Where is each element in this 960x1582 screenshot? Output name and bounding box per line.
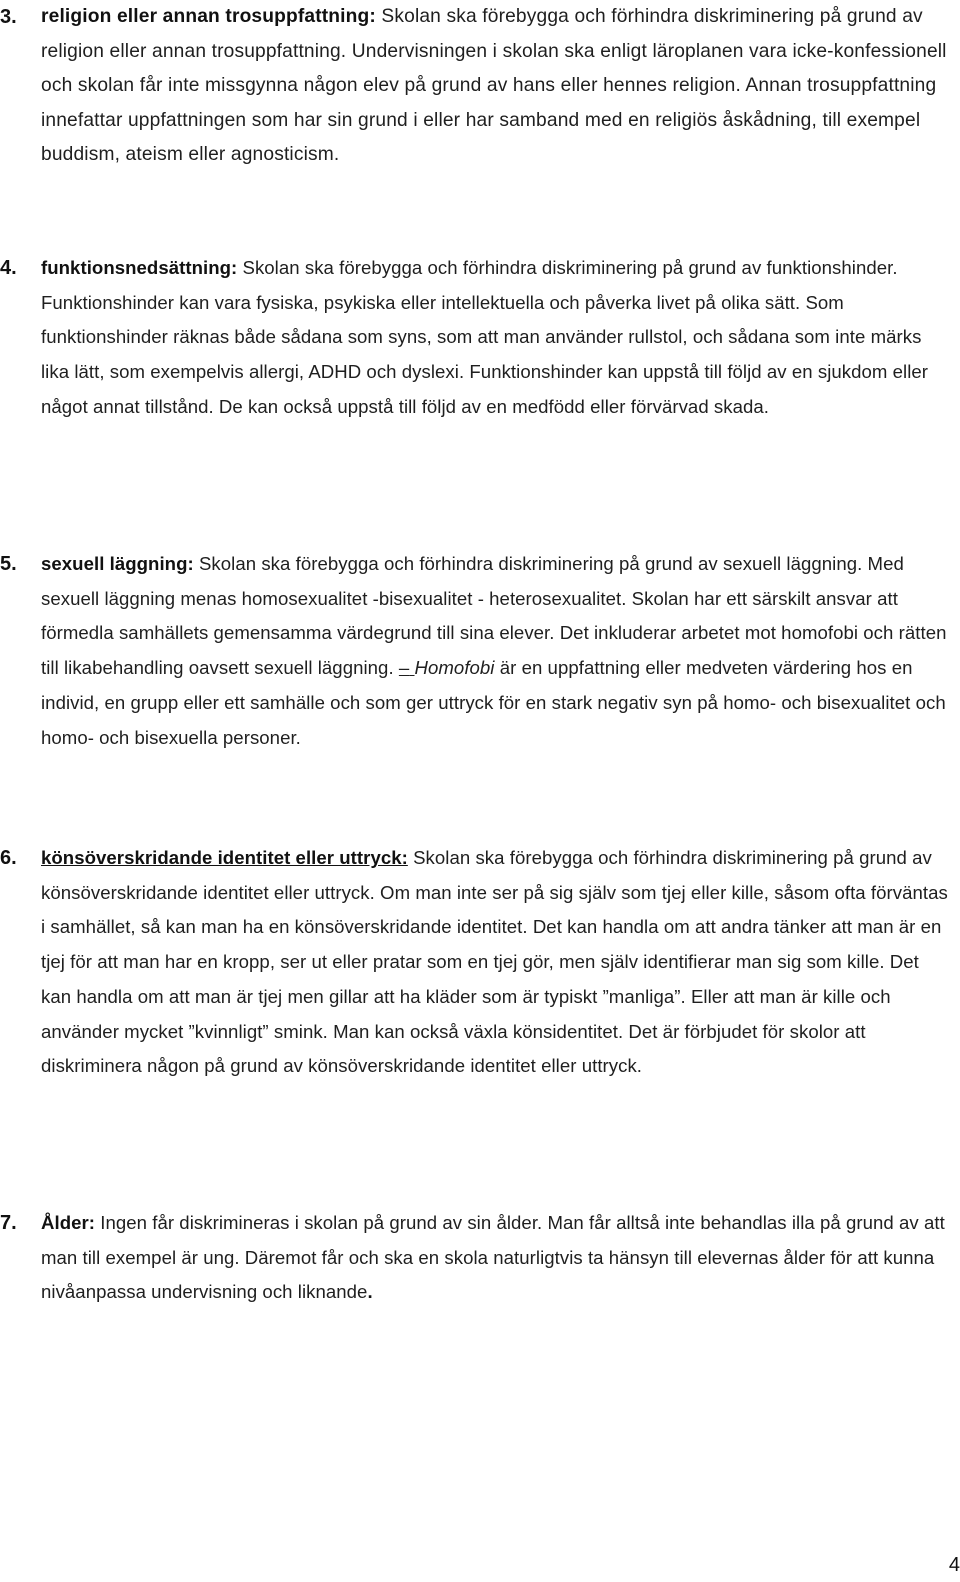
list-item-body: Skolan ska förebygga och förhindra diskriminering på grund av religion eller annan trosuppfattning. Undervisningen i skolan ska enligt läroplanen vara icke-konfessionell och skolan får inte missgynna någon elev på grund av hans eller hennes religion. Annan trosuppfattning innefattar uppfattningen som har sin grund i eller har samband med en religiös åskådning, till exempel buddism, ateism eller agnosticism.	[41, 6, 947, 165]
list-number: 5.	[0, 553, 17, 575]
list-item-religion	[0, 0, 960, 173]
list-item-body: Skolan ska förebygga och förhindra diskriminering på grund av funktionshinder. Funktionshinder kan vara fysiska, psykiska eller intellektuella och påverka livet på olika sätt. Som funktionshinder räknas både sådana som syns, som att man använder rullstol, och sådana som inte märks lika lätt, som exempelvis allergi, ADHD och dyslexi. Funktionshinder kan uppstå till följd av en sjukdom eller något annat tillstånd. De kan också uppstå till följd av en medfödd eller förvärvad skada.	[41, 257, 929, 417]
list-item-body: Ingen får diskrimineras i skolan på grund av sin ålder. Man får alltså inte behandlas illa på grund av att man till exempel är ung. Däremot får och ska en skola naturligtvis ta hänsyn till elevernas ålder för att kunna nivåanpassa undervisning och liknande	[41, 1212, 945, 1303]
list-item-label: funktionsnedsättning:	[41, 257, 238, 278]
dash-glyph: –	[398, 657, 410, 679]
underlined-dash	[399, 657, 415, 678]
list-number: 7.	[0, 1212, 17, 1234]
list-item-body: Skolan ska förebygga och förhindra diskriminering på grund av sexuell läggning. Med sexuell läggning menas homosexualitet -bisexualitet - heterosexualitet. Skolan har ett särskilt ansvar att förmedla samhällets gemensamma värdegrund till sina elever. Det inkluderar arbetet mot homofobi och rätten till likabehandling oavsett sexuell läggning.	[41, 553, 947, 679]
list-item-text	[41, 841, 953, 1084]
list-item-funktionsnedsattning	[0, 251, 960, 425]
list-item-label: sexuell läggning:	[41, 553, 194, 574]
list-number: 3.	[0, 6, 17, 28]
page-number: 4	[948, 1554, 960, 1576]
list-item-body-continued: är en uppfattning eller medveten värdering hos en individ, en grupp eller ett samhälle och som ger uttryck för en stark negativ syn på homo- och bisexualitet och homo- och bisexuella personer.	[41, 657, 946, 748]
italic-term: Homofobi	[414, 657, 495, 679]
list-item-label: könsöverskridande identitet eller uttryck:	[41, 847, 408, 868]
list-item-text	[41, 1206, 953, 1310]
list-item-body: Skolan ska förebygga och förhindra diskriminering på grund av könsöverskridande identitet eller uttryck. Om man inte ser på sig själv som tjej eller kille, såsom ofta förväntas i samhället, så kan man ha en könsöverskridande identitet. Det kan handla om att andra tänker att man är en tjej för att man har en kropp, ser ut eller pratar som en tjej gör, men själv identifierar man sig som kille. Det kan handla om att man är tjej men gillar att ha kläder som är typiskt ”manliga”. Eller att man är kille och använder mycket ”kvinnligt” smink. Man kan också växla könsidentitet. Det är förbjudet för skolor att diskriminera någon på grund av könsöverskridande identitet eller uttryck.	[41, 847, 948, 1077]
list-number: 4.	[0, 257, 17, 279]
list-item-konsoverskridande	[0, 841, 960, 1084]
final-period: .	[367, 1281, 373, 1303]
list-item-text	[41, 0, 953, 173]
list-item-label: Ålder:	[41, 1212, 96, 1233]
list-item-alder	[0, 1206, 960, 1310]
list-item-label: religion eller annan trosuppfattning:	[41, 6, 376, 27]
list-item-text	[41, 251, 953, 425]
list-item-text	[41, 547, 953, 755]
list-item-sexuell-laggning	[0, 547, 960, 755]
list-number: 6.	[0, 847, 17, 869]
